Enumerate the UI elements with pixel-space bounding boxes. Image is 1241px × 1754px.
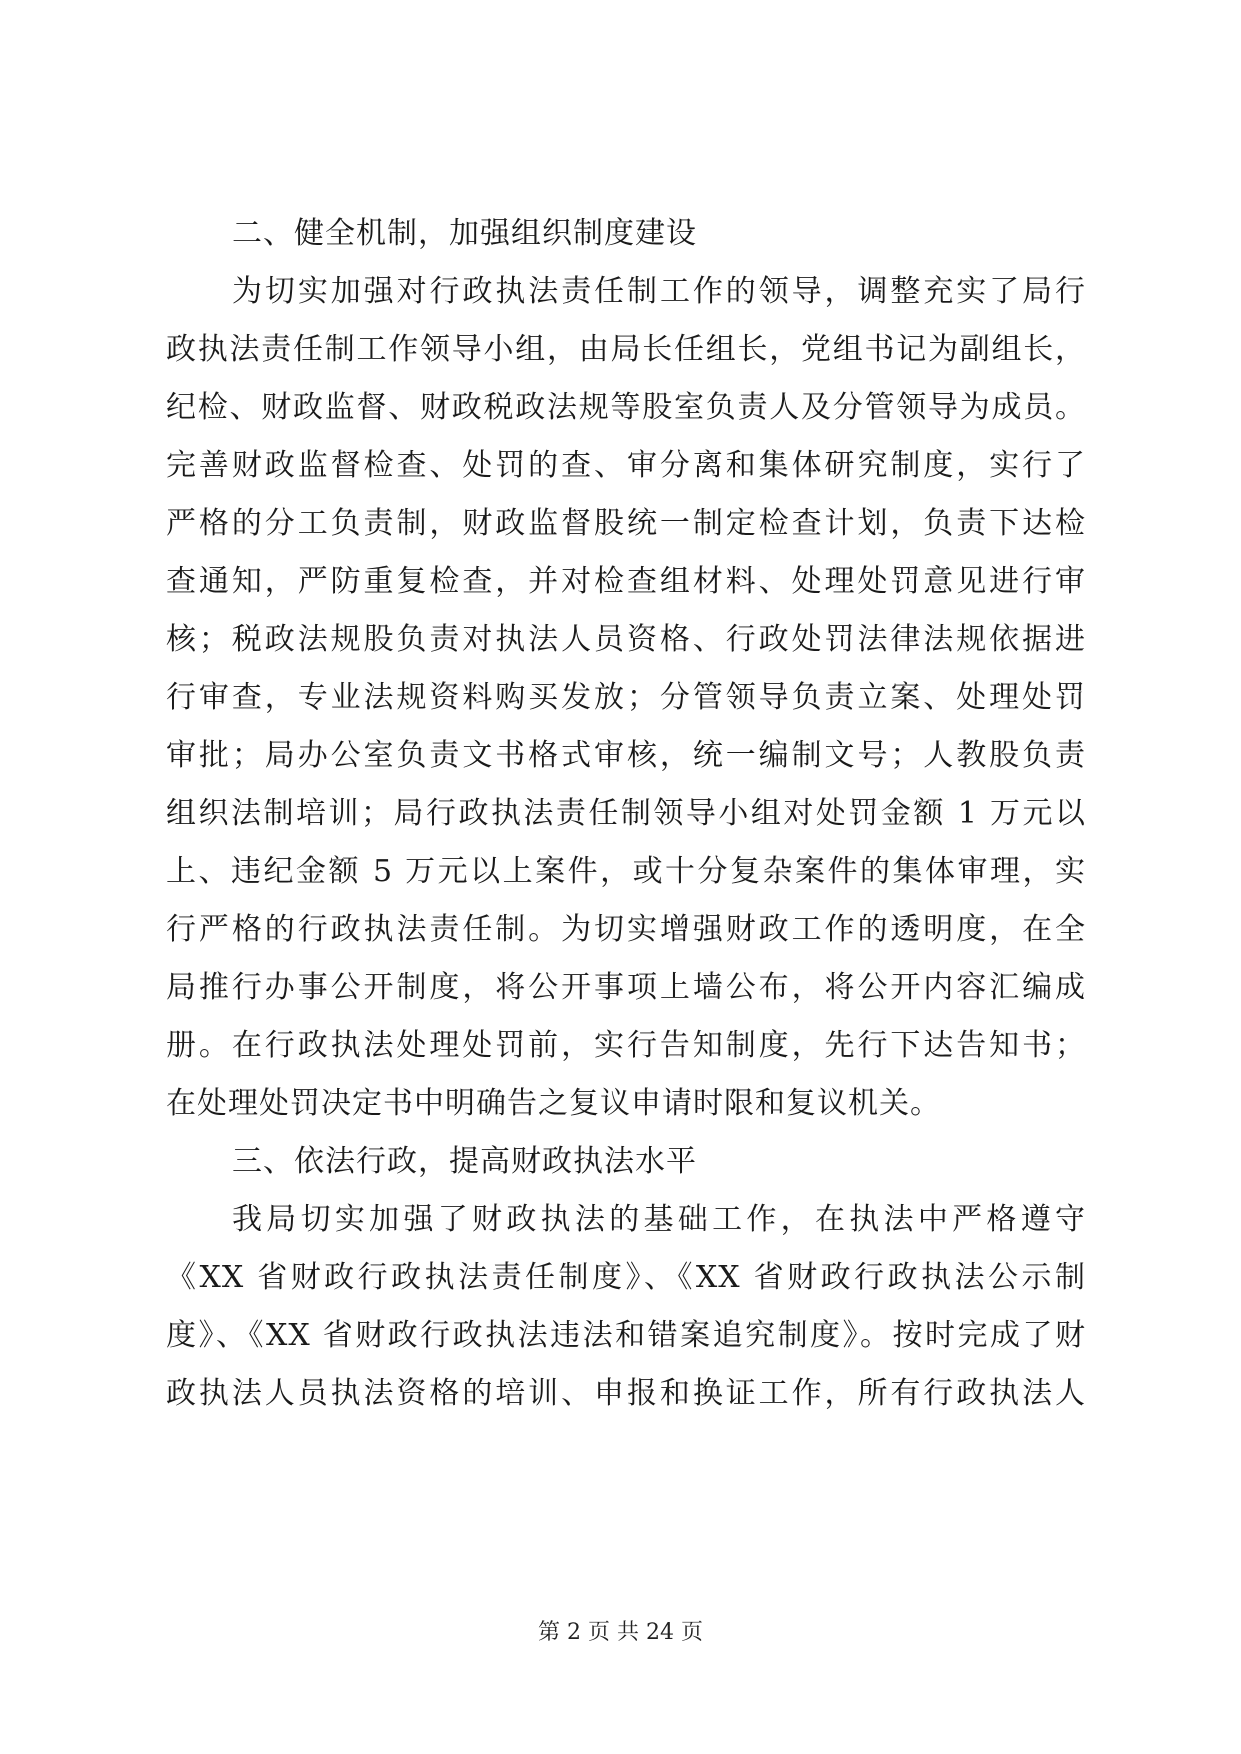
page-number-footer: 第 2 页 共 24 页 <box>538 1620 703 1645</box>
section-heading-3: 三、依法行政，提高财政执法水平 <box>232 1144 697 1179</box>
paragraph-line: 册。在行政执法处理处罚前，实行告知制度，先行下达告知书； <box>166 1028 1086 1063</box>
paragraph-line: 严格的分工负责制，财政监督股统一制定检查计划，负责下达检 <box>166 506 1086 541</box>
paragraph-line: 我局切实加强了财政执法的基础工作，在执法中严格遵守 <box>232 1202 1086 1237</box>
paragraph-line: 为切实加强对行政执法责任制工作的领导，调整充实了局行 <box>232 274 1086 309</box>
paragraph-line: 纪检、财政监督、财政税政法规等股室负责人及分管领导为成员。 <box>166 390 1086 425</box>
paragraph-line: 审批；局办公室负责文书格式审核，统一编制文号；人教股负责 <box>166 738 1086 773</box>
paragraph-line: 《XX 省财政行政执法责任制度》、《XX 省财政行政执法公示制 <box>166 1260 1086 1295</box>
paragraph-line: 查通知，严防重复检查，并对检查组材料、处理处罚意见进行审 <box>166 564 1086 599</box>
paragraph-line: 度》、《XX 省财政行政执法违法和错案追究制度》。按时完成了财 <box>166 1318 1086 1353</box>
paragraph-line: 完善财政监督检查、处罚的查、审分离和集体研究制度，实行了 <box>166 448 1086 483</box>
paragraph-line: 政执法责任制工作领导小组，由局长任组长，党组书记为副组长， <box>166 332 1086 367</box>
paragraph-line: 在处理处罚决定书中明确告之复议申请时限和复议机关。 <box>166 1086 941 1121</box>
paragraph-line: 行严格的行政执法责任制。为切实增强财政工作的透明度，在全 <box>166 912 1086 947</box>
paragraph-line: 行审查，专业法规资料购买发放；分管领导负责立案、处理处罚 <box>166 680 1086 715</box>
paragraph-line: 核；税政法规股负责对执法人员资格、行政处罚法律法规依据进 <box>166 622 1086 657</box>
paragraph-line: 上、违纪金额 5 万元以上案件，或十分复杂案件的集体审理，实 <box>166 854 1086 889</box>
paragraph-line: 局推行办事公开制度，将公开事项上墙公布，将公开内容汇编成 <box>166 970 1086 1005</box>
paragraph-line: 组织法制培训；局行政执法责任制领导小组对处罚金额 1 万元以 <box>166 796 1086 831</box>
paragraph-line: 政执法人员执法资格的培训、申报和换证工作，所有行政执法人 <box>166 1376 1086 1411</box>
section-heading-2: 二、健全机制，加强组织制度建设 <box>232 216 697 251</box>
